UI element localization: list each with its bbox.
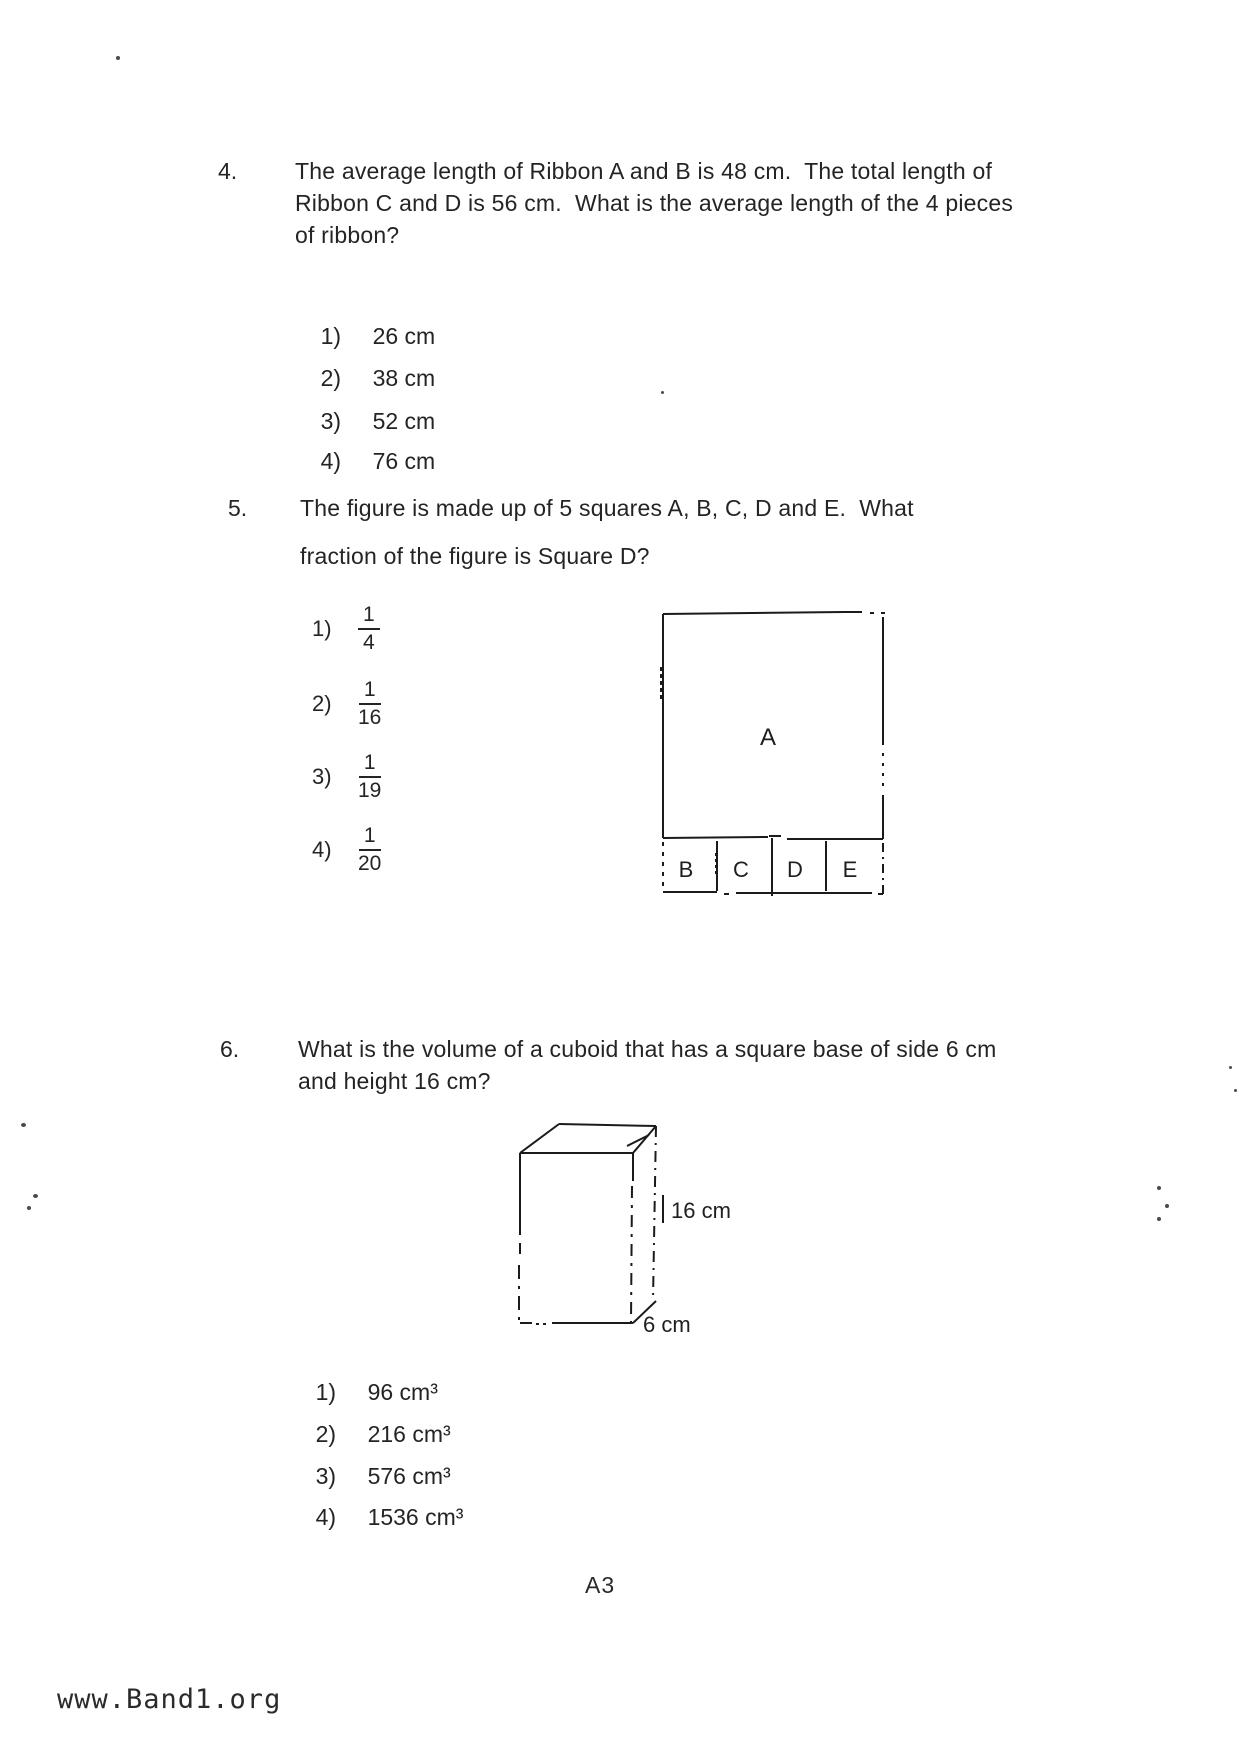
option-label: 2): [312, 691, 332, 717]
cuboid-figure: [470, 1085, 780, 1350]
option-value: 26 cm: [372, 323, 436, 349]
cuboid-base-label: 6 cm: [643, 1312, 691, 1337]
scan-speckle: [1229, 1066, 1232, 1069]
option-label: 4): [315, 1504, 337, 1530]
scan-speckle: [27, 1206, 31, 1210]
option-value: 76 cm: [372, 448, 436, 474]
fraction: [358, 824, 381, 876]
fraction-denominator: 4: [363, 631, 375, 655]
fraction-numerator: 1: [358, 603, 380, 630]
question-5-option-1: [312, 603, 380, 655]
scan-speckle: [1234, 1089, 1237, 1092]
question-5-text-line1: The figure is made up of 5 squares A, B, C, D and E. What: [300, 495, 914, 521]
question-6-option-4: [290, 1477, 463, 1558]
fraction: [358, 751, 381, 803]
option-label: 1): [320, 323, 342, 349]
question-4-text-line3: of ribbon?: [295, 222, 400, 248]
option-value: 576 cm³: [367, 1463, 451, 1489]
option-label: 2): [315, 1421, 337, 1447]
option-value: 38 cm: [372, 365, 436, 391]
fraction-denominator: 16: [358, 706, 382, 730]
question-6-text-line1: What is the volume of a cuboid that has a square base of side 6 cm: [298, 1036, 997, 1062]
figure-label-square-c: C: [733, 857, 749, 882]
question-5-option-4: [312, 824, 381, 876]
option-label: 2): [320, 365, 342, 391]
question-5-number: 5.: [228, 495, 248, 521]
figure-label-square-e: E: [842, 857, 858, 882]
figure-label-square-a: A: [759, 724, 777, 751]
question-5-text-line2: fraction of the figure is Square D?: [300, 543, 650, 569]
option-label: 3): [320, 408, 342, 434]
question-5-option-2: [312, 678, 381, 730]
scan-speckle: [21, 1123, 26, 1127]
question-6-number: 6.: [220, 1036, 240, 1062]
question-4-text-line2: Ribbon C and D is 56 cm. What is the average length of the 4 pieces: [295, 190, 1014, 216]
option-label: 4): [320, 448, 342, 474]
option-label: 1): [315, 1379, 337, 1405]
fraction: [358, 678, 381, 730]
figure-label-square-d: D: [787, 857, 803, 882]
question-4-number: 4.: [218, 158, 238, 184]
question-4-text-line1: The average length of Ribbon A and B is 48 cm. The total length of: [295, 158, 993, 184]
fraction: [358, 603, 380, 655]
option-value: 96 cm³: [367, 1379, 438, 1405]
question-6-text-line2: and height 16 cm?: [298, 1068, 491, 1094]
option-label: 1): [312, 616, 332, 642]
scan-speckle: [33, 1194, 38, 1198]
five-squares-figure: [640, 595, 910, 910]
scan-speckle: [116, 56, 120, 60]
option-value: 1536 cm³: [367, 1504, 464, 1530]
question-5-option-3: [312, 751, 381, 803]
fraction-numerator: 1: [359, 751, 381, 778]
cuboid-height-label: 16 cm: [671, 1198, 731, 1223]
scan-speckle: [1157, 1186, 1161, 1190]
scan-speckle: [1165, 1204, 1169, 1208]
option-value: 52 cm: [372, 408, 436, 434]
question-4-option-4: [295, 421, 435, 502]
page-number: A3: [585, 1572, 616, 1598]
fraction-numerator: 1: [359, 824, 381, 851]
option-value: 216 cm³: [367, 1421, 451, 1447]
option-label: 4): [312, 837, 332, 863]
figure-label-square-b: B: [678, 857, 694, 882]
scan-speckle: [661, 391, 664, 394]
option-label: 3): [315, 1463, 337, 1489]
watermark-url: www.Band1.org: [57, 1684, 282, 1715]
option-label: 3): [312, 764, 332, 790]
fraction-denominator: 20: [358, 852, 382, 876]
fraction-numerator: 1: [359, 678, 381, 705]
fraction-denominator: 19: [358, 779, 382, 803]
scan-speckle: [1157, 1217, 1161, 1221]
